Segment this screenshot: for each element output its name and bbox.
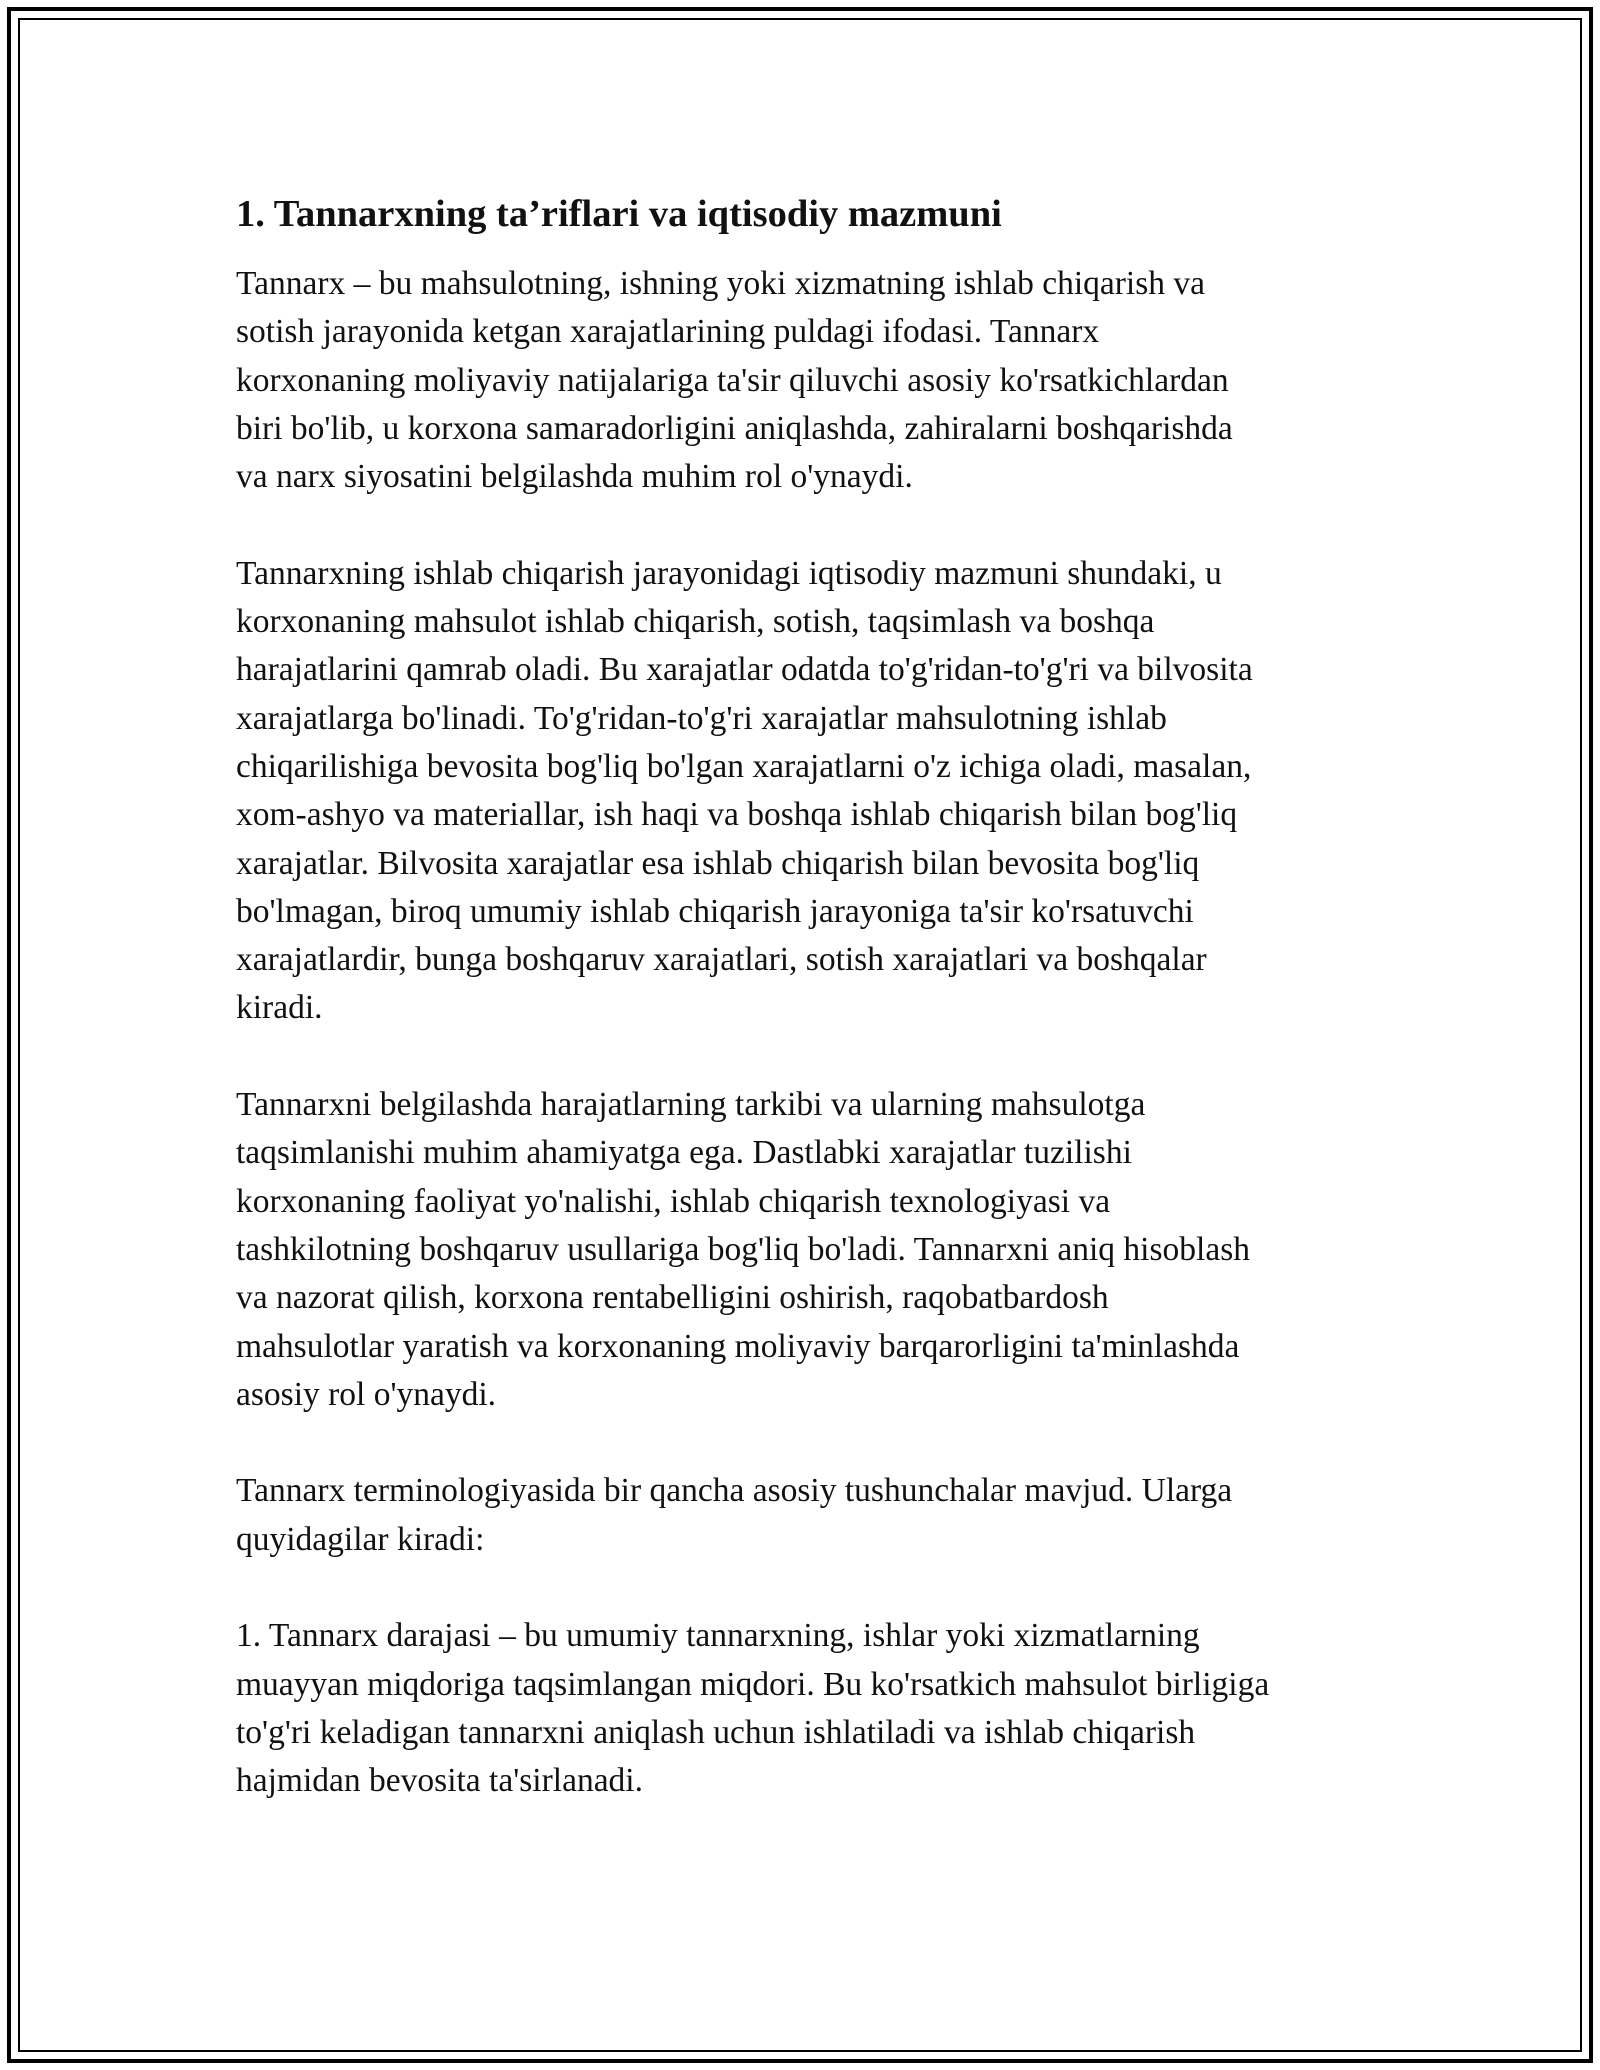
paragraph-definition: Tannarx – bu mahsulotning, ishning yoki xizmatning ishlab chiqarish va sotish jarayonida ketgan xarajatlarining puldagi ifodasi. Tannarx korxonaning moliyaviy natijalariga ta'sir qiluvchi asosiy ko'rsatkichlardan biri bo'lib, u korxona samaradorligini aniqlashda, zahiralarni boshqarishda va narx siyosatini belgilashda muhim rol o'ynaydi. [236,265,1233,496]
paragraph-economic-essence: Tannarxning ishlab chiqarish jarayonidagi iqtisodiy mazmuni shundaki, u korxonaning mahsulot ishlab chiqarish, sotish, taqsimlash va boshqa harajatlarini qamrab oladi. Bu xarajatlar odatda to'g'ridan-to'g'ri va bilvosita xarajatlarga bo'linadi. To'g'ridan-to'g'ri xarajatlar mahsulotning ishlab chiqarilishiga bevosita bog'liq bo'lgan xarajatlarni o'z ichiga oladi, masalan, xom-ashyo va materiallar, ish haqi va boshqa ishlab chiqarish bilan bog'liq xarajatlar. Bilvosita xarajatlar esa ishlab chiqarish bilan bevosita bog'liq bo'lmagan, biroq umumiy ishlab chiqarish jarayoniga ta'sir ko'rsatuvchi xarajatlardir, bunga boshqaruv xarajatlari, sotish xarajatlari va boshqalar kiradi. [236,554,1253,1027]
paragraph-cost-structure: Tannarxni belgilashda harajatlarning tarkibi va ularning mahsulotga taqsimlanishi muhim ahamiyatga ega. Dastlabki xarajatlar tuzilishi korxonaning faoliyat yo'nalishi, ishlab chiqarish texnologiyasi va tashkilotning boshqaruv usullariga bog'liq bo'ladi. Tannarxni aniq hisoblash va nazorat qilish, korxona rentabelligini oshirish, raqobatbardosh mahsulotlar yaratish va korxonaning moliyaviy barqarorligini ta'minlashda asosiy rol o'ynaydi. [236,1086,1250,1413]
paragraph-terminology-intro: Tannarx terminologiyasida bir qancha asosiy tushunchalar mavjud. Ularga quyidagilar kiradi: [236,1472,1233,1558]
list-item-cost-level: 1. Tannarx darajasi – bu umumiy tannarxning, ishlar yoki xizmatlarning muayyan miqdoriga taqsimlangan miqdori. Bu ko'rsatkich mahsulot birligiga to'g'ri keladigan tannarxni aniqlash uchun ishlatiladi va ishlab chiqarish hajmidan bevosita ta'sirlanadi. [236,1617,1270,1800]
document-body [236,186,1396,1854]
page-title: 1. Tannarxning ta’riflari va iqtisodiy mazmuni [236,193,1002,235]
